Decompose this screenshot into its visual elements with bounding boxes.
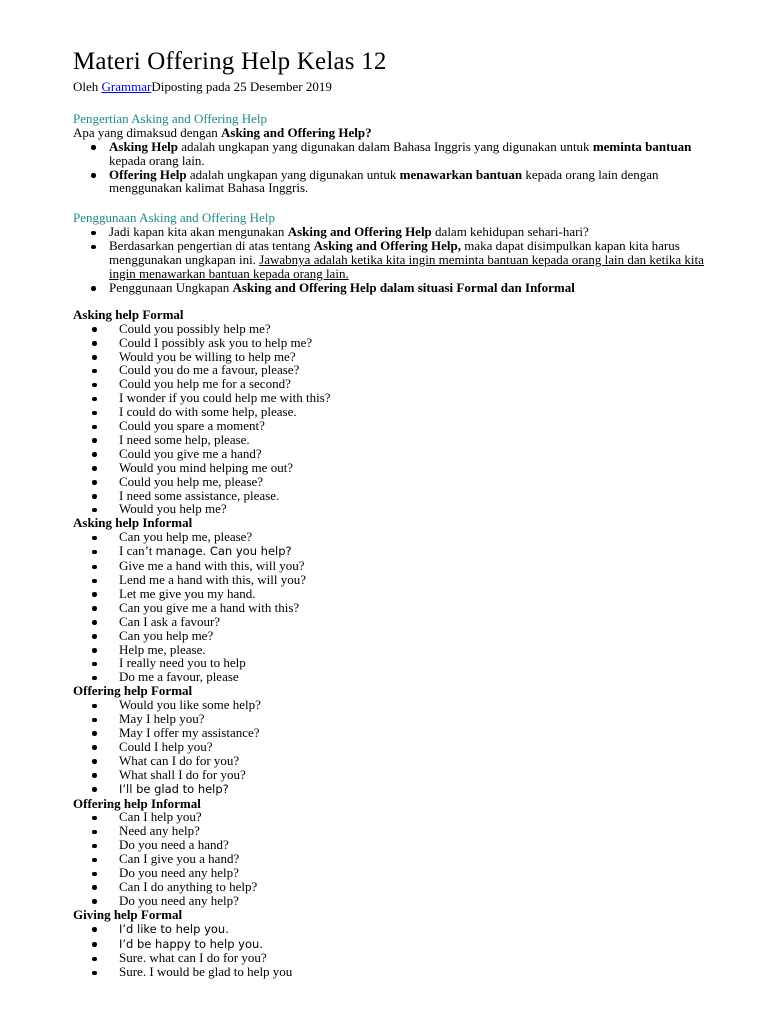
list-item: Can I help you? <box>73 810 728 824</box>
list-item <box>73 922 728 937</box>
group-title-asking-informal: Asking help Informal <box>73 515 193 531</box>
term: Asking Help <box>109 138 178 154</box>
usage-item <box>73 225 728 239</box>
list-item <box>73 937 728 952</box>
author-link[interactable]: Grammar <box>101 79 152 94</box>
list-item: I need some help, please. <box>73 433 728 447</box>
list-item: Let me give you my hand. <box>73 587 728 601</box>
usage-item <box>73 239 728 281</box>
list-item: Could you help me for a second? <box>73 377 728 391</box>
list-item: Sure. what can I do for you? <box>73 951 728 965</box>
question-text: Apa yang dimaksud dengan <box>73 124 222 140</box>
usage-bold: Asking and Offering Help <box>287 224 432 240</box>
list-item: I need some assistance, please. <box>73 489 728 503</box>
list-item: Could you possibly help me? <box>73 322 728 336</box>
usage-text: maka dapat disimpulkan kapan kita harus menggunakan ungkapan ini. <box>109 238 680 268</box>
list-item: Can I do anything to help? <box>73 880 728 894</box>
list-item: Could you help me, please? <box>73 475 728 489</box>
list-item: May I help you? <box>73 712 728 726</box>
definition-offering <box>73 168 728 196</box>
list-item: What can I do for you? <box>73 754 728 768</box>
list-item-text: manage. Can you help? <box>155 544 292 559</box>
group-title-asking-formal: Asking help Formal <box>73 306 184 322</box>
list-item: Give me a hand with this, will you? <box>73 559 728 573</box>
list-item: I could do with some help, please. <box>73 405 728 419</box>
byline-suffix: Diposting pada 25 Desember 2019 <box>151 79 332 94</box>
page-title: Materi Offering Help Kelas 12 <box>73 48 387 75</box>
definition-text: kepada orang lain dengan menggunakan kalimat Bahasa Inggris. <box>109 166 659 196</box>
list-item-text: I’d like to help you. <box>119 921 229 936</box>
list-item: Could I help you? <box>73 740 728 754</box>
list-item: Help me, please. <box>73 643 728 657</box>
definition-text: kepada orang lain. <box>109 152 205 168</box>
list-item: Would you be willing to help me? <box>73 350 728 364</box>
usage-list <box>73 225 728 295</box>
list-item: Sure. I would be glad to help you <box>73 965 728 979</box>
question-bold: Asking and Offering Help? <box>221 124 372 140</box>
list-item: May I offer my assistance? <box>73 726 728 740</box>
term: Offering Help <box>109 166 187 182</box>
list-item: Can you give me a hand with this? <box>73 601 728 615</box>
usage-text: Jadi kapan kita akan mengunakan <box>109 224 288 240</box>
list-item: Could you do me a favour, please? <box>73 363 728 377</box>
definition-text: adalah ungkapan yang digunakan dalam Bahasa Inggris yang digunakan untuk <box>178 138 593 154</box>
term-emphasis: menawarkan bantuan <box>399 166 523 182</box>
list-item: Would you help me? <box>73 502 728 516</box>
usage-text: Penggunaan Ungkapan <box>109 279 233 295</box>
definition-list <box>73 140 728 196</box>
list-item: Would you mind helping me out? <box>73 461 728 475</box>
offering-formal-list <box>73 698 728 796</box>
list-item: Can I give you a hand? <box>73 852 728 866</box>
usage-bold: Asking and Offering Help, <box>313 238 462 254</box>
list-item: Do you need any help? <box>73 894 728 908</box>
definition-asking <box>73 140 728 168</box>
list-item: Can I ask a favour? <box>73 615 728 629</box>
list-item: Could you spare a moment? <box>73 419 728 433</box>
group-title-giving-formal: Giving help Formal <box>73 906 183 922</box>
list-item-text: I’ll be glad to help? <box>119 781 229 796</box>
list-item: Do you need any help? <box>73 866 728 880</box>
section1-question <box>73 126 728 140</box>
section-heading-penggunaan: Penggunaan Asking and Offering Help <box>73 210 275 226</box>
list-item-text: I can’t <box>119 543 156 559</box>
usage-text: dalam kehidupan sehari-hari? <box>431 224 589 240</box>
list-item: Do me a favour, please <box>73 670 728 684</box>
list-item: Could you give me a hand? <box>73 447 728 461</box>
list-item: Need any help? <box>73 824 728 838</box>
usage-item <box>73 281 728 295</box>
list-item: Do you need a hand? <box>73 838 728 852</box>
list-item: Would you like some help? <box>73 698 728 712</box>
list-item: Could I possibly ask you to help me? <box>73 336 728 350</box>
term-emphasis: meminta bantuan <box>592 138 692 154</box>
list-item: I really need you to help <box>73 656 728 670</box>
group-title-offering-informal: Offering help Informal <box>73 795 201 811</box>
giving-formal-list <box>73 922 728 980</box>
usage-text: Berdasarkan pengertian di atas tentang <box>109 238 314 254</box>
byline-prefix: Oleh <box>73 79 102 94</box>
definition-text: adalah ungkapan yang digunakan untuk <box>186 166 400 182</box>
asking-informal-list <box>73 530 728 684</box>
section-heading-pengertian: Pengertian Asking and Offering Help <box>73 110 267 126</box>
list-item-text: I’d be happy to help you. <box>119 936 263 951</box>
list-item <box>73 782 728 797</box>
offering-informal-list <box>73 810 728 907</box>
list-item: I wonder if you could help me with this? <box>73 391 728 405</box>
list-item: Lend me a hand with this, will you? <box>73 573 728 587</box>
list-item: Can you help me, please? <box>73 530 728 544</box>
usage-underlined: Jawabnya adalah ketika kita ingin meminta bantuan kepada orang lain dan ketika kita ingin menawarkan bantuan kepada orang lain. <box>109 252 704 281</box>
list-item: Can you help me? <box>73 629 728 643</box>
byline <box>73 80 728 94</box>
usage-bold: Asking and Offering Help dalam situasi Formal dan Informal <box>232 279 575 295</box>
list-item <box>73 544 728 559</box>
list-item: What shall I do for you? <box>73 768 728 782</box>
asking-formal-list <box>73 322 728 517</box>
group-title-offering-formal: Offering help Formal <box>73 683 193 699</box>
